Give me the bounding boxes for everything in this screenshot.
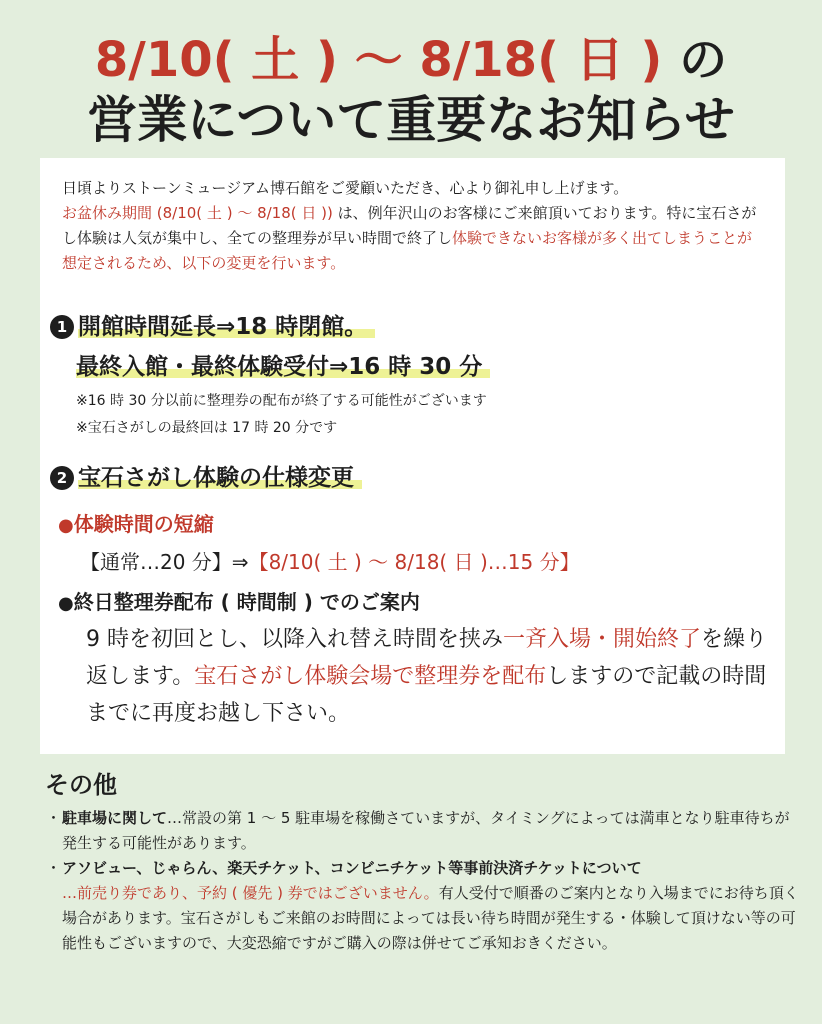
section-2-sub-1-title (58, 509, 214, 541)
section-1-heading (50, 310, 375, 344)
section-1-line-2 (76, 350, 490, 384)
intro-text (62, 176, 762, 276)
normal-duration: 【通常…20 分】⇒ (80, 550, 249, 574)
sub-1-title-text: 体験時間の短縮 (73, 512, 214, 536)
sub-2-body-c: しますので記載の時間までに再度お越し下さい。 (86, 664, 767, 726)
section-1-note-2: ※宝石さがしの最終回は 17 時 20 分です (76, 420, 338, 436)
sub-2-body-red-2: 宝石さがし体験会場で整理券を配布 (194, 664, 547, 689)
section-1-number-icon: 1 (50, 315, 74, 339)
tickets-warning: …前売り券であり、予約 ( 優先 ) 券ではございません。 (62, 884, 439, 902)
intro-warning: 体験できないお客様が多く出てしまうことが想定されるため、以下の変更を行います。 (62, 229, 753, 272)
section-1-title: 開館時間延長⇒18 時閉館。 (78, 314, 375, 340)
sub-2-body-a: 9 時を初回とし、以降入れ替え時間を挟み (86, 627, 503, 652)
intro-body: は、例年沢山のお客様にご来館頂いております。特に宝石さがし体験は人気が集中し、全ての整理券が早い時間で終了し (62, 204, 757, 247)
section-2-sub-2-body (86, 621, 776, 732)
tickets-text (62, 856, 801, 956)
list-item-tickets (46, 856, 801, 956)
sub-2-title-text: 終日整理券配布 ( 時間制 ) でのご案内 (73, 590, 420, 614)
sub-2-body-b: を繰り返します。 (86, 627, 768, 689)
parking-label: 駐車場に関して (62, 809, 168, 827)
section-1-note-1: ※16 時 30 分以前に整理券の配布が終了する可能性がございます (76, 393, 487, 409)
intro-period: お盆休み期間 (8/10( 土 ) ～ 8/18( 日 )) (62, 204, 333, 222)
other-heading: その他 (45, 771, 117, 799)
section-2-title: 宝石さがし体験の仕様変更 (78, 465, 362, 491)
title-line-1 (0, 30, 822, 90)
page-title (0, 30, 822, 150)
section-2-heading (50, 461, 362, 495)
other-list (46, 806, 801, 956)
bullet-mark: ・ (46, 809, 62, 827)
section-1-last-entry: 最終入館・最終体験受付⇒16 時 30 分 (76, 354, 490, 380)
red-bullet-icon: ● (58, 515, 74, 536)
tickets-detail: 有人受付で順番のご案内となり入場までにお待ち頂く場合があります。宝石さがしもご来館のお時間によっては長い待ち時間が発生する・体験して頂けない等の可能性もございますので、大変恐縮ですがご購入の際は併せてご承知おきください。 (62, 884, 799, 952)
bullet-mark: ・ (46, 859, 62, 877)
title-line-2: 営業について重要なお知らせ (87, 91, 735, 149)
sub-2-body-red-1: 一斉入場・開始終了 (503, 627, 702, 652)
parking-text (62, 806, 801, 856)
section-2-number-icon: 2 (50, 466, 74, 490)
black-bullet-icon: ● (58, 593, 74, 614)
tickets-label: アソビュー、じゃらん、楽天チケット、コンビニチケット等事前決済チケットについて (62, 859, 642, 877)
parking-detail: …常設の第 1 ～ 5 駐車場を稼働さていますが、タイミングによっては満車となり駐車待ちが発生する可能性があります。 (62, 809, 790, 852)
title-dates: 8/10( 土 ) ～ 8/18( 日 ) (94, 32, 663, 88)
section-2-sub-1-detail (80, 547, 580, 577)
notice-card (40, 158, 785, 754)
section-2-sub-2-title (58, 587, 420, 619)
title-suffix: の (662, 32, 728, 88)
list-item-parking (46, 806, 801, 856)
intro-greeting: 日頃よりストーンミュージアム博石館をご愛顧いただき、心より御礼申し上げます。 (62, 179, 629, 197)
changed-duration: 【8/10( 土 ) ～ 8/18( 日 )…15 分】 (248, 550, 580, 574)
